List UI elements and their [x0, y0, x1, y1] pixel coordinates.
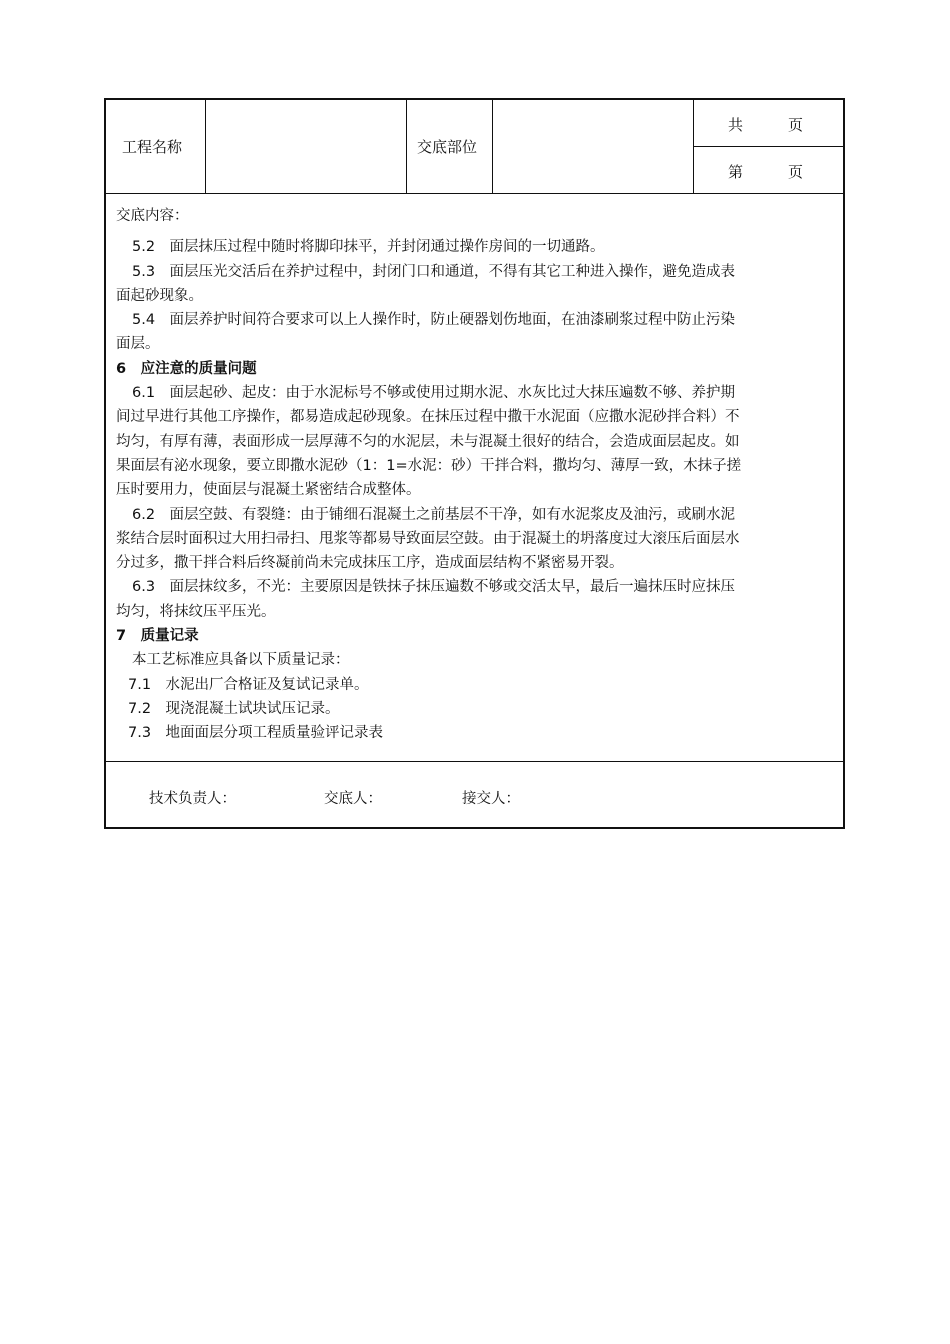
presenter-label: 交底人： [324, 791, 382, 807]
content-line: 面起砂现象。 [116, 287, 203, 304]
content-line: 5.2 面层抹压过程中随时将脚印抹平，并封闭通过操作房间的一切通路。 [132, 239, 605, 256]
signature-row [106, 761, 843, 828]
content-line: 分过多，撒干拌合料后终凝前尚未完成抹压工序，造成面层结构不紧密易开裂。 [116, 555, 624, 572]
content-line: 压时要用力，使面层与混凝土紧密结合成整体。 [116, 482, 421, 499]
total-pages-text: 共 页 [728, 116, 804, 134]
total-pages [694, 100, 843, 147]
project-name-label: 工程名称 [106, 100, 206, 193]
current-page-text: 第 页 [728, 163, 804, 181]
content-line: 果面层有泌水现象，要立即撒水泥砂（1：1=水泥：砂）干拌合料，撒均匀、薄厚一致，木抹子搓 [116, 457, 742, 474]
project-name-value [206, 100, 407, 193]
form-header [106, 100, 843, 194]
content-line: 6.3 面层抹纹多，不光：主要原因是铁抹子抹压遍数不够或交活太早，最后一遍抹压时应抹压 [132, 579, 736, 596]
content-line: 6.1 面层起砂、起皮：由于水泥标号不够或使用过期水泥、水灰比过大抹压遍数不够、养护期 [132, 385, 736, 402]
page-count-box [694, 100, 843, 193]
section-heading-6: 6 应注意的质量问题 [116, 360, 257, 377]
content-line: 5.4 面层养护时间符合要求可以上人操作时，防止硬器划伤地面，在油漆刷浆过程中防止污染 [132, 312, 736, 329]
content-line: 均匀，将抹纹压平压光。 [116, 603, 276, 620]
content-line: 6.2 面层空鼓、有裂缝：由于铺细石混凝土之前基层不干净，如有水泥浆皮及油污，或刷水泥 [132, 506, 736, 523]
content-intro: 交底内容： [116, 208, 189, 224]
content-line: 7.1 水泥出厂合格证及复试记录单。 [128, 676, 369, 693]
location-value [493, 100, 694, 193]
content-line: 7.3 地面面层分项工程质量验评记录表 [128, 725, 384, 742]
tech-lead-label: 技术负责人： [149, 791, 236, 807]
disclosure-content [116, 204, 836, 746]
current-page [694, 147, 843, 193]
content-line: 5.3 面层压光交活后在养护过程中，封闭门口和通道，不得有其它工种进入操作，避免造成表 [132, 263, 736, 280]
content-line: 均匀，有厚有薄，表面形成一层厚薄不匀的水泥层，未与混凝土很好的结合，会造成面层起皮。如 [116, 433, 740, 450]
content-line: 间过早进行其他工序操作，都易造成起砂现象。在抹压过程中撒干水泥面（应撒水泥砂拌合料）不 [116, 409, 740, 426]
location-label: 交底部位 [407, 100, 493, 193]
disclosure-form [104, 98, 845, 829]
content-line: 浆结合层时面积过大用扫帚扫、甩浆等都易导致面层空鼓。由于混凝土的坍落度过大滚压后面层水 [116, 530, 740, 547]
content-line: 面层。 [116, 336, 160, 353]
content-line: 7.2 现浇混凝土试块试压记录。 [128, 700, 340, 717]
content-line: 本工艺标准应具备以下质量记录： [132, 652, 350, 669]
section-heading-7: 7 质量记录 [116, 628, 199, 645]
receiver-label: 接交人： [462, 791, 520, 807]
